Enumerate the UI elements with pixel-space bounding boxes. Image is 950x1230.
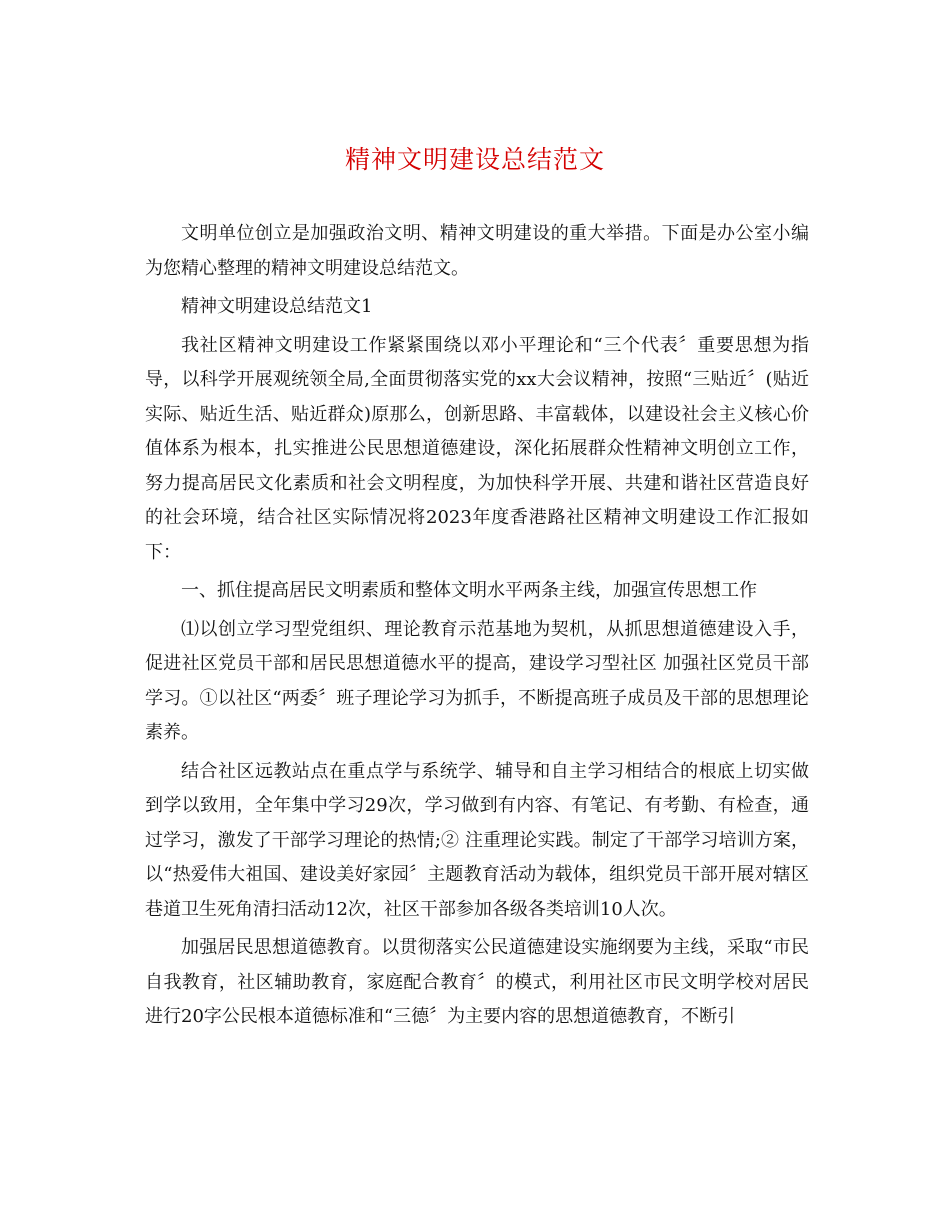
body-paragraph: 结合社区远教站点在重点学与系统学、辅导和自主学习相结合的根底上切实做到学以致用，全年集中学习29次，学习做到有内容、有笔记、有考勤、有检查，通过学习，激发了干部学习理论的热情;② 注重理论实践。制定了干部学习培训方案，以“热爱伟大祖国、建设美好家园〞主题教育活动为载体，组织党员干部开展对辖区巷道卫生死角清扫活动12次，社区干部参加各级各类培训10人次。 [145, 760, 809, 920]
document-body [145, 217, 809, 1039]
body-paragraph: 我社区精神文明建设工作紧紧围绕以邓小平理论和“三个代表〞重要思想为指导，以科学开展观统领全局,全面贯彻落实党的xx大会议精神，按照“三贴近〞(贴近实际、贴近生活、贴近群众)原那么，创新思路、丰富载体，以建设社会主义核心价值体系为根本，扎实推进公民思想道德建设，深化拓展群众性精神文明创立工作，努力提高居民文化素质和社会文明程度，为加快科学开展、共建和谐社区营造良好的社会环境，结合社区实际情况将2023年度香港路社区精神文明建设工作汇报如下： [145, 334, 809, 563]
document-title: 精神文明建设总结范文 [344, 145, 605, 174]
intro-paragraph: 文明单位创立是加强政治文明、精神文明建设的重大举措。下面是办公室小编为您精心整理的精神文明建设总结范文。 [145, 223, 809, 279]
body-paragraph: ⑴以创立学习型党组织、理论教育示范基地为契机，从抓思想道德建设入手，促进社区党员干部和居民思想道德水平的提高，建设学习型社区 加强社区党员干部学习。①以社区“两委〞班子理论学习为抓手，不断提高班子成员及干部的思想理论素养。 [145, 618, 809, 743]
body-paragraph: 加强居民思想道德教育。以贯彻落实公民道德建设实施纲要为主线，采取“市民自我教育，社区辅助教育，家庭配合教育〞的模式，利用社区市民文明学校对居民进行20字公民根本道德标准和“三德〞为主要内容的思想道德教育，不断引 [145, 937, 809, 1027]
section-heading: 精神文明建设总结范文1 [181, 296, 373, 317]
subsection-heading: 一、抓住提高居民文明素质和整体文明水平两条主线，加强宣传思想工作 [181, 580, 757, 601]
